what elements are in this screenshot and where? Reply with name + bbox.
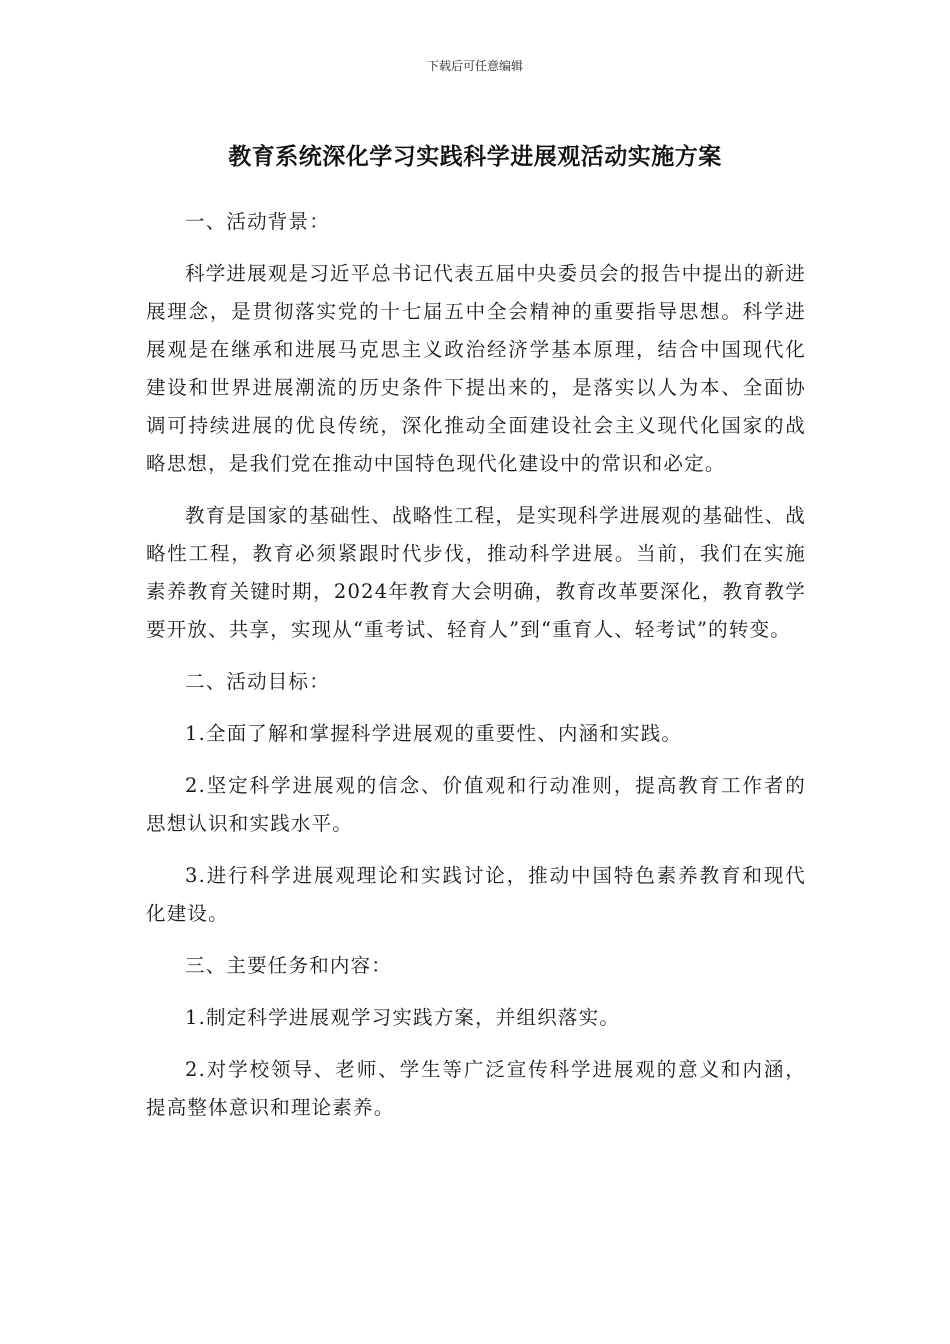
paragraph: 教育是国家的基础性、战略性工程，是实现科学进展观的基础性、战略性工程，教育必须紧跟时代步伐，推动科学进展。当前，我们在实施素养教育关键时期，2024年教育大会明确，教育改革要深化，教育教学要开放、共享，实现从“重考试、轻育人”到“重育人、轻考试”的转变。 bbox=[146, 504, 807, 641]
document-title: 教育系统深化学习实践科学进展观活动实施方案 bbox=[228, 144, 722, 170]
paragraph: 科学进展观是习近平总书记代表五届中央委员会的报告中提出的新进展理念，是贯彻落实党的十七届五中全会精神的重要指导思想。科学进展观是在继承和进展马克思主义政治经济学基本原理，结合中国现代化建设和世界进展潮流的历史条件下提出来的，是落实以人为本、全面协调可持续进展的优良传统，深化推动全面建设社会主义现代化国家的战略思想，是我们党在推动中国特色现代化建设中的常识和必定。 bbox=[146, 262, 807, 475]
list-item: 2.对学校领导、老师、学生等广泛宣传科学进展观的意义和内涵，提高整体意识和理论素养。 bbox=[146, 1058, 806, 1119]
document-body bbox=[146, 203, 806, 1141]
list-item: 2.坚定科学进展观的信念、价值观和行动准则，提高教育工作者的思想认识和实践水平。 bbox=[146, 774, 806, 835]
section-heading-tasks: 三、主要任务和内容： bbox=[185, 954, 393, 977]
header-note: 下载后可任意编辑 bbox=[426, 59, 523, 73]
section-heading-background: 一、活动背景： bbox=[185, 210, 330, 233]
section-heading-goals: 二、活动目标： bbox=[185, 670, 330, 693]
list-item: 1.制定科学进展观学习实践方案，并组织落实。 bbox=[185, 1006, 621, 1029]
list-item: 3.进行科学进展观理论和实践讨论，推动中国特色素养教育和现代化建设。 bbox=[146, 864, 806, 925]
list-item: 1.全面了解和掌握科学进展观的重要性、内涵和实践。 bbox=[185, 722, 683, 745]
